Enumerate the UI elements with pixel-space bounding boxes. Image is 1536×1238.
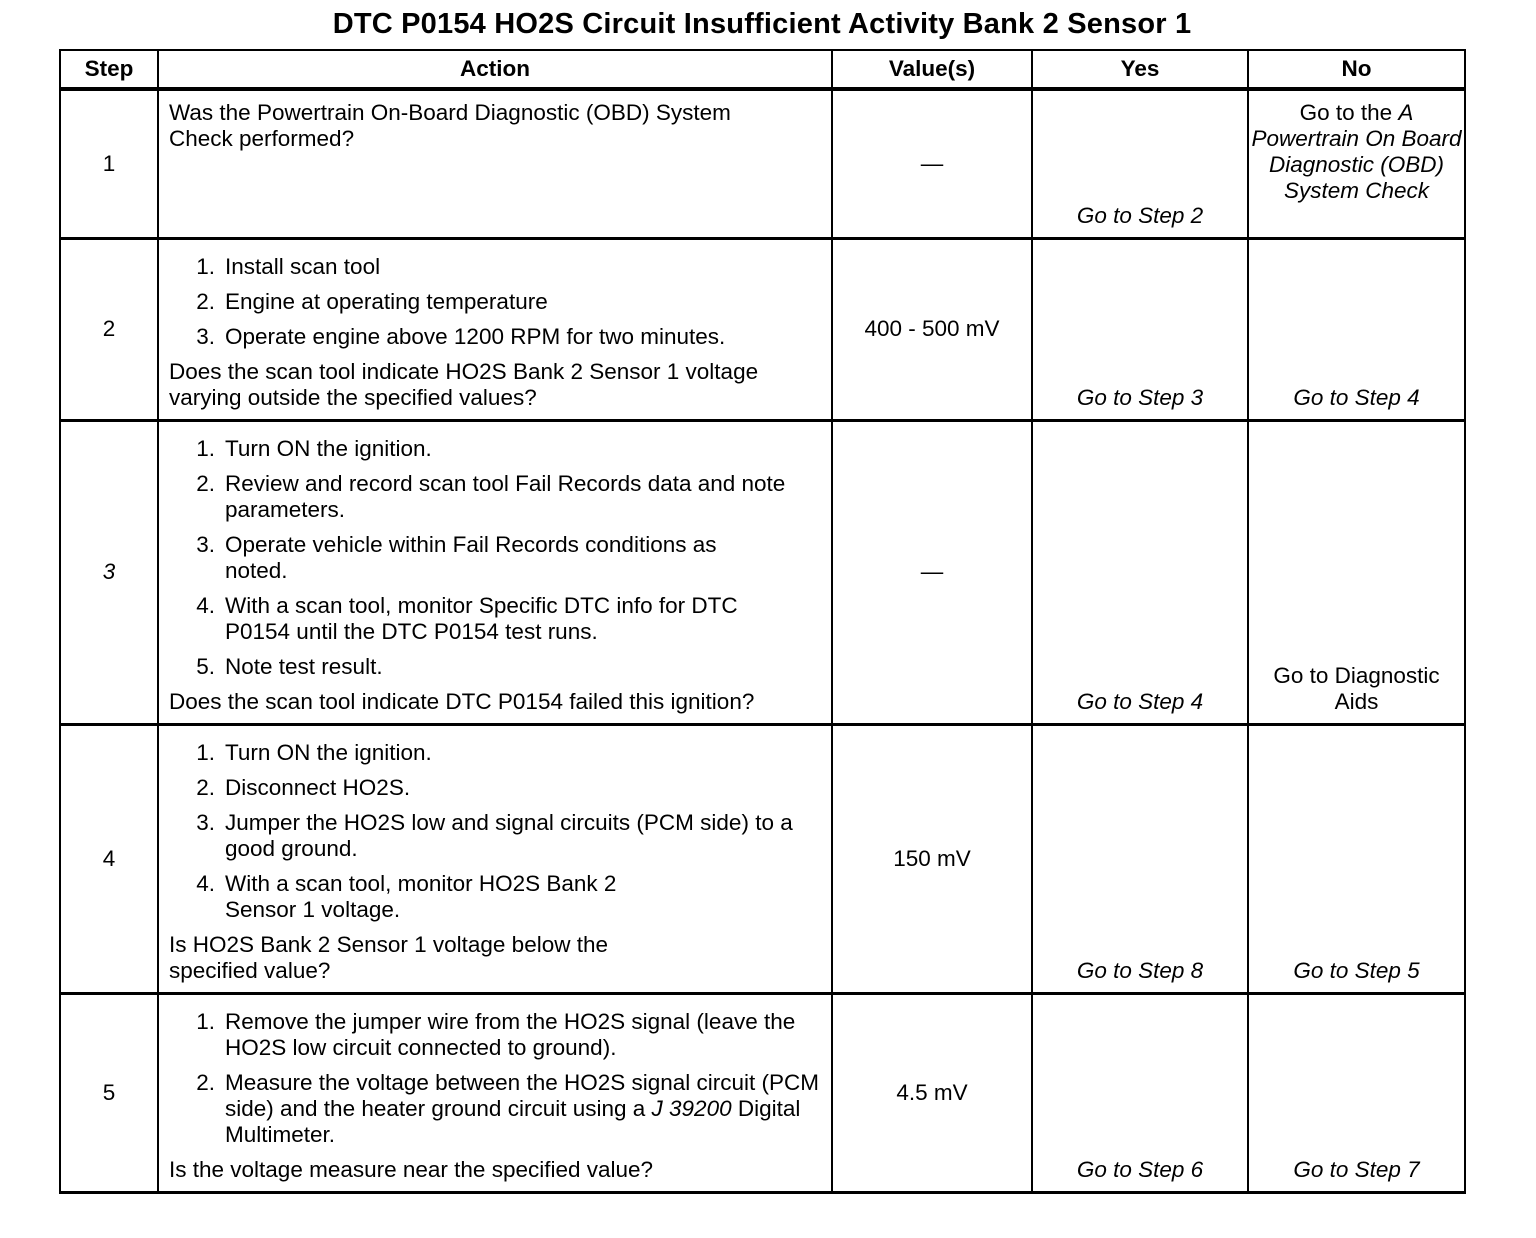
header-action: Action xyxy=(158,50,832,89)
no-cell xyxy=(1248,993,1465,1192)
yes-cell xyxy=(1032,724,1248,993)
substep: 4. With a scan tool, monitor HO2S Bank 2 Sensor 1 voltage. xyxy=(196,870,617,922)
action-question: Does the scan tool indicate HO2S Bank 2 Sensor 1 voltage varying outside the specified values? xyxy=(169,358,759,410)
action-cell xyxy=(158,238,832,420)
yes-cell xyxy=(1032,993,1248,1192)
step-number: 1 xyxy=(60,89,158,238)
table-row xyxy=(60,993,1465,1192)
yes-cell xyxy=(1032,238,1248,420)
goto-link[interactable]: Go to Step 7 xyxy=(1293,1156,1420,1182)
header-yes: Yes xyxy=(1032,50,1248,89)
tool-name: J 39200 xyxy=(651,1095,732,1121)
substep: 2. Disconnect HO2S. xyxy=(196,774,411,800)
goto-link[interactable]: Go to Step 4 xyxy=(1293,384,1420,410)
no-cell xyxy=(1248,724,1465,993)
action-question: Does the scan tool indicate DTC P0154 failed this ignition? xyxy=(169,688,755,714)
value-cell: — xyxy=(832,420,1032,724)
substep: 3. Operate vehicle within Fail Records conditions as noted. xyxy=(196,531,717,583)
substep-list xyxy=(169,740,821,923)
action-question: Was the Powertrain On-Board Diagnostic (OBD) System Check performed? xyxy=(169,100,731,151)
table-row xyxy=(60,89,1465,238)
goto-link[interactable]: Go to Step 6 xyxy=(1076,1156,1204,1182)
table-header-row xyxy=(60,50,1465,89)
no-prefix: Go to the xyxy=(1299,100,1399,125)
action-cell xyxy=(158,724,832,993)
diagnostic-table xyxy=(59,49,1466,1194)
header-no: No xyxy=(1248,50,1465,89)
substep: 2. Engine at operating temperature xyxy=(196,288,548,314)
substep-list xyxy=(169,436,821,680)
step-number: 4 xyxy=(60,724,158,993)
substep: 3. Operate engine above 1200 RPM for two minutes. xyxy=(196,323,726,349)
substep: 5. Note test result. xyxy=(196,653,383,679)
table-row xyxy=(60,724,1465,993)
page-title: DTC P0154 HO2S Circuit Insufficient Activity Bank 2 Sensor 1 xyxy=(332,8,1192,40)
substep: 2. Review and record scan tool Fail Records data and note parameters. xyxy=(196,470,786,522)
substep: 3. Jumper the HO2S low and signal circuits (PCM side) to a good ground. xyxy=(196,809,793,861)
value-cell: — xyxy=(832,89,1032,238)
substep: 1. Remove the jumper wire from the HO2S signal (leave the HO2S low circuit connected to ground). xyxy=(196,1008,796,1060)
header-values: Value(s) xyxy=(832,50,1032,89)
goto-link[interactable]: Go to Step 2 xyxy=(1076,202,1204,228)
goto-link[interactable]: Go to Step 5 xyxy=(1293,957,1420,983)
goto-link[interactable]: Go to Step 4 xyxy=(1076,688,1204,714)
step-number: 2 xyxy=(60,238,158,420)
value-cell: 400 - 500 mV xyxy=(832,238,1032,420)
action-cell xyxy=(158,993,832,1192)
goto-link[interactable]: Go to Diagnostic Aids xyxy=(1273,662,1440,714)
substep: 1. Install scan tool xyxy=(196,253,381,279)
value-cell: 150 mV xyxy=(832,724,1032,993)
goto-link[interactable]: A Powertrain On Board Diagnostic (OBD) System Check xyxy=(1251,100,1462,203)
action-question: Is HO2S Bank 2 Sensor 1 voltage below the specified value? xyxy=(169,931,609,983)
no-cell xyxy=(1248,238,1465,420)
substep: 1. Turn ON the ignition. xyxy=(196,435,432,461)
action-cell xyxy=(158,420,832,724)
substep: 4. With a scan tool, monitor Specific DTC info for DTC P0154 until the DTC P0154 test runs. xyxy=(196,592,738,644)
goto-link[interactable]: Go to Step 3 xyxy=(1076,384,1204,410)
value-cell: 4.5 mV xyxy=(832,993,1032,1192)
substep: 2. Measure the voltage between the HO2S signal circuit (PCM side) and the heater ground circuit using a J 39200 Digital Multimeter. xyxy=(196,1069,820,1147)
no-cell xyxy=(1248,89,1465,238)
table-row xyxy=(60,420,1465,724)
no-cell xyxy=(1248,420,1465,724)
substep-list xyxy=(169,254,821,350)
header-step: Step xyxy=(60,50,158,89)
substep: 1. Turn ON the ignition. xyxy=(196,739,432,765)
table-row xyxy=(60,238,1465,420)
step-number: 5 xyxy=(60,993,158,1192)
action-question: Is the voltage measure near the specified value? xyxy=(169,1156,654,1182)
action-cell xyxy=(158,89,832,238)
yes-cell xyxy=(1032,89,1248,238)
goto-link[interactable]: Go to Step 8 xyxy=(1076,957,1204,983)
step-number: 3 xyxy=(60,420,158,724)
substep-list xyxy=(169,1009,821,1148)
yes-cell xyxy=(1032,420,1248,724)
